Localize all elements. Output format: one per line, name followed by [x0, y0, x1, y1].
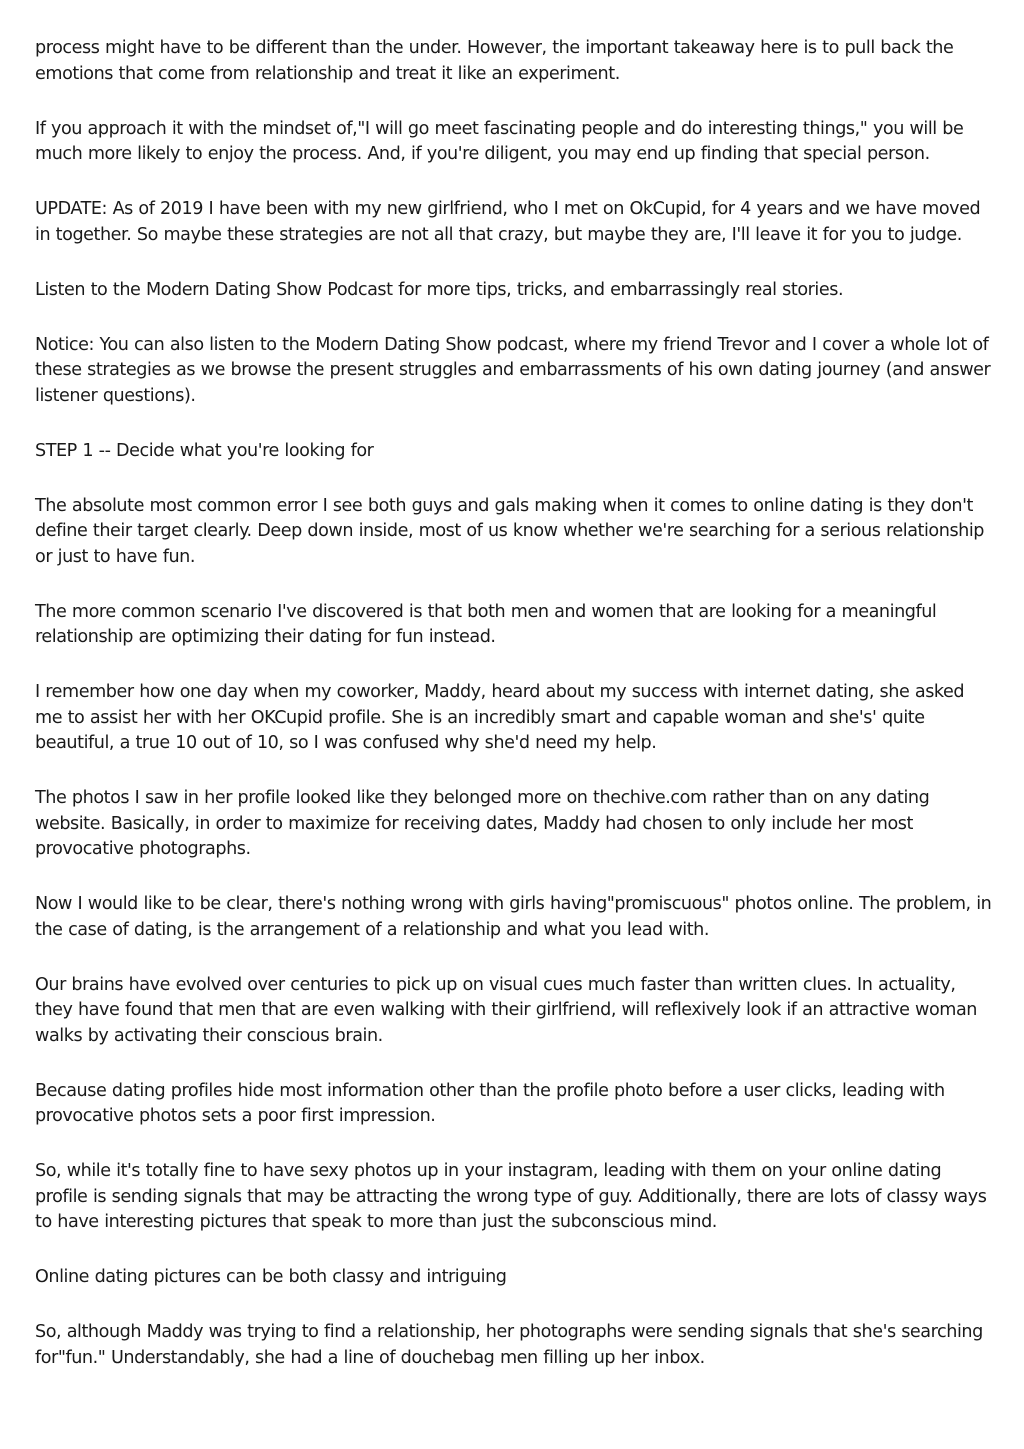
- paragraph-notice: Notice: You can also listen to the Modern Dating Show podcast, where my friend Trevor and I cover a whole lot of these strategies as we browse the present struggles and embarrassments of his own dating journey (and answer listener questions).: [35, 334, 991, 406]
- document-body: [35, 36, 993, 1401]
- step-1-heading: STEP 1 -- Decide what you're looking for: [35, 440, 374, 461]
- paragraph-common-error: The absolute most common error I see both guys and gals making when it comes to online dating is they don't define their target clearly. Deep down inside, most of us know whether we're searching for a serious relationship or just to have fun.: [35, 495, 985, 567]
- paragraph-instagram: So, while it's totally fine to have sexy photos up in your instagram, leading with them on your online dating profile is sending signals that may be attracting the wrong type of guy. Additionally, there are lots of classy ways to have interesting pictures that speak to more than just the subconscious mind.: [35, 1161, 987, 1232]
- paragraph-update: UPDATE: As of 2019 I have been with my new girlfriend, who I met on OkCupid, for 4 years and we have moved in together. So maybe these strategies are not all that crazy, but maybe they are, I'll leave it for you to judge.: [35, 199, 981, 245]
- paragraph-mindset: If you approach it with the mindset of,"I will go meet fascinating people and do interesting things," you will be much more likely to enjoy the process. And, if you're diligent, you may end up finding that special person.: [35, 118, 964, 164]
- paragraph-maddy-coworker: I remember how one day when my coworker, Maddy, heard about my success with internet dating, she asked me to assist her with her OKCupid profile. She is an incredibly smart and capable woman and she's' quite beautiful, a true 10 out of 10, so I was confused why she'd need my help.: [35, 682, 965, 753]
- paragraph-brains-evolved: Our brains have evolved over centuries to pick up on visual cues much faster than written clues. In actuality, they have found that men that are even walking with their girlfriend, will reflexively look if an attractive woman walks by activating their conscious brain.: [35, 974, 977, 1046]
- paragraph-common-scenario: The more common scenario I've discovered is that both men and women that are looking for a meaningful relationship are optimizing their dating for fun instead.: [35, 601, 937, 647]
- paragraph-maddy-signals: So, although Maddy was trying to find a relationship, her photographs were sending signals that she's searching for"fun." Understandably, she had a line of douchebag men filling up her inbox.: [35, 1322, 983, 1368]
- paragraph-takeaway: process might have to be different than the under. However, the important takeaway here is to pull back the emotions that come from relationship and treat it like an experiment.: [35, 38, 954, 84]
- subheading-classy-pictures: Online dating pictures can be both classy and intriguing: [35, 1267, 507, 1287]
- paragraph-podcast-listen: Listen to the Modern Dating Show Podcast for more tips, tricks, and embarrassingly real stories.: [35, 279, 844, 300]
- paragraph-first-impression: Because dating profiles hide most information other than the profile photo before a user clicks, leading with provocative photos sets a poor first impression.: [35, 1080, 945, 1126]
- paragraph-be-clear: Now I would like to be clear, there's nothing wrong with girls having"promiscuous" photos online. The problem, in the case of dating, is the arrangement of a relationship and what you lead with.: [35, 894, 992, 940]
- paragraph-photos-profile: The photos I saw in her profile looked like they belonged more on thechive.com rather than on any dating website. Basically, in order to maximize for receiving dates, Maddy had chosen to only include her most provocative photographs.: [35, 788, 930, 859]
